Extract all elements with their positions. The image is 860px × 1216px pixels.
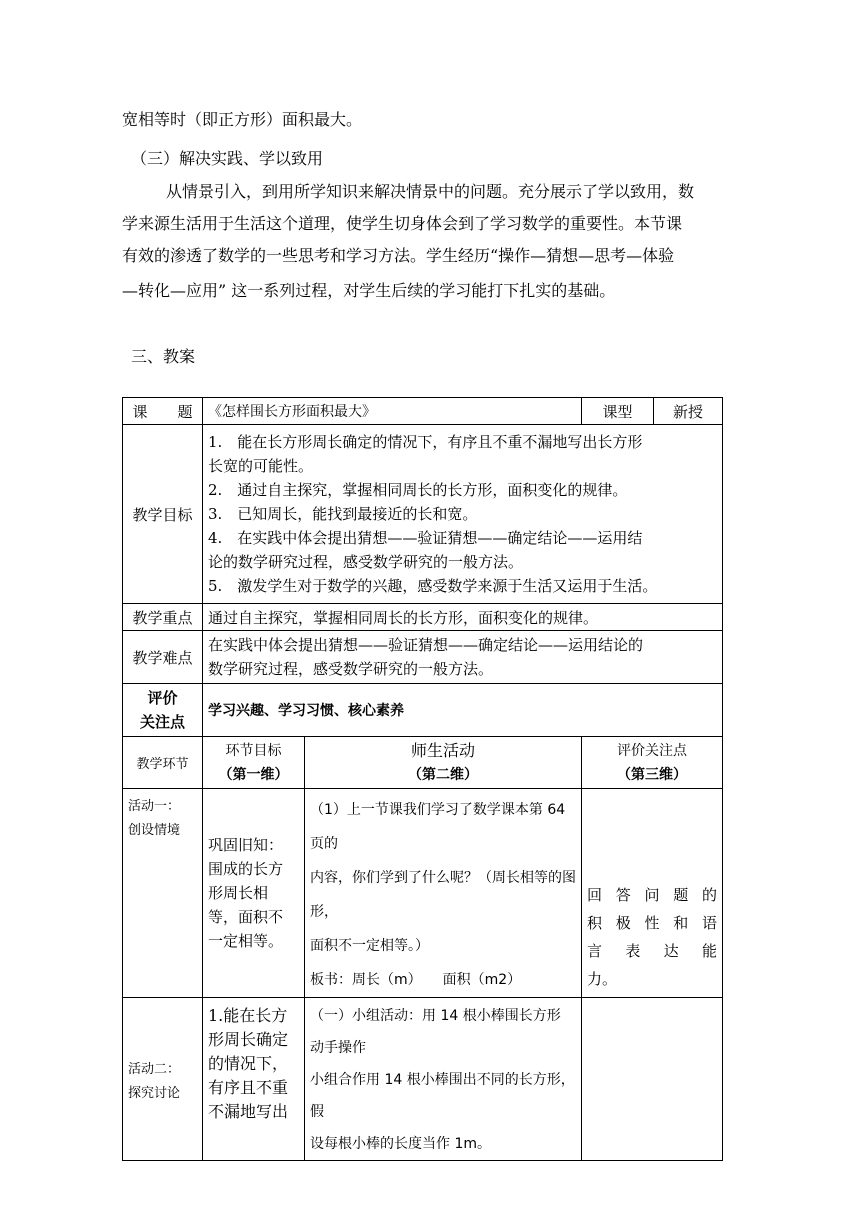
body-line: 有效的渗透了数学的一些思考和学习方法。学生经历“操作—猜想—思考—体验: [122, 246, 675, 265]
goal-line: 3. 已知周长，能找到最接近的长和宽。: [208, 505, 478, 523]
focus-label: 教学重点: [123, 604, 203, 631]
eval-label-line: 关注点: [139, 713, 185, 731]
topic-row: [123, 398, 723, 425]
eval-text-line: 力。: [587, 970, 618, 988]
content-line: 内容，你们学到了什么呢？（周长相等的图形，: [310, 870, 576, 920]
goal-text-line: 有序且不重: [208, 1078, 289, 1097]
header-goal: [203, 737, 305, 789]
stage-line: 创设情境: [128, 823, 181, 838]
intro-line: 宽相等时（即正方形）面积最大。: [122, 110, 363, 129]
goal-line: 1. 能在长方形周长确定的情况下，有序且不重不漏地写出长方形: [208, 433, 643, 451]
header-goal-dim: （第一维）: [218, 766, 289, 783]
content-line: 动手操作: [310, 1040, 366, 1056]
content-line: 设每根小棒的长度当作 1m。: [310, 1136, 491, 1152]
eval-value: 学习兴趣、学习习惯、核心素养: [203, 684, 723, 737]
activity2-goal: [203, 998, 305, 1161]
type-label: 课型: [582, 398, 654, 425]
topic-label: 课 题: [123, 398, 203, 425]
eval-text-line: 回答问题的: [587, 886, 717, 904]
content-line: 面积不一定相等。）: [310, 938, 429, 954]
activity2-content: [305, 998, 582, 1161]
header-row: [123, 737, 723, 789]
goal-text-line: 等，面积不: [208, 908, 284, 926]
difficulty-cell: [203, 631, 723, 684]
eval-text-line: 言 表 达 能: [587, 942, 717, 960]
goal-text-line: 围成的长方: [208, 860, 284, 878]
stage-line: 活动一：: [128, 799, 181, 814]
goal-text-line: 形周长相: [208, 884, 269, 902]
goals-cell: [203, 425, 723, 604]
goal-line: 2. 通过自主探究，掌握相同周长的长方形，面积变化的规律。: [208, 481, 628, 499]
header-goal-title: 环节目标: [225, 742, 282, 759]
content-line: 小组合作用 14 根小棒围出不同的长方形，假: [310, 1072, 575, 1120]
stage-line: 探究讨论: [128, 1086, 181, 1101]
goals-row: [123, 425, 723, 604]
difficulty-line: 数学研究过程，感受数学研究的一般方法。: [208, 660, 494, 678]
goal-line: 4. 在实践中体会提出猜想——验证猜想——确定结论——运用结: [208, 529, 643, 547]
header-activity: [305, 737, 582, 789]
goal-text-line: 不漏地写出: [208, 1102, 289, 1121]
goal-text-line: 一定相等。: [208, 932, 284, 950]
activity2-stage: [123, 998, 203, 1161]
content-line: 板书：周长（m） 面积（m2）: [310, 972, 522, 988]
header-eval: [582, 737, 723, 789]
goal-line: 长宽的可能性。: [208, 457, 314, 475]
goal-text-line: 巩固旧知：: [208, 836, 284, 854]
section-heading: （三）解决实践、学以致用: [131, 149, 324, 168]
body-line: 学来源生活用于生活这个道理，使学生切身体会到了学习数学的重要性。本节课: [122, 214, 683, 233]
eval-text-line: 积极性和语: [587, 914, 717, 932]
header-stage: 教学环节: [123, 737, 203, 789]
eval-label-line: 评价: [147, 689, 178, 707]
section-title: 三、教案: [131, 347, 196, 366]
activity1-eval: [582, 789, 723, 998]
lesson-plan-table: [122, 397, 723, 1161]
body-line: —转化—应用” 这一系列过程，对学生后续的学习能打下扎实的基础。: [122, 281, 616, 300]
activity1-row: [123, 789, 723, 998]
activity1-goal: [203, 789, 305, 998]
activity1-content: [305, 789, 582, 998]
stage-line: 活动二：: [128, 1062, 181, 1077]
goals-label: 教学目标: [123, 425, 203, 604]
content-line: （1）上一节课我们学习了数学课本第 64 页的: [310, 802, 566, 852]
goal-text-line: 形周长确定: [208, 1030, 289, 1049]
goal-text-line: 1.能在长方: [208, 1006, 288, 1025]
activity2-row: [123, 998, 723, 1161]
focus-value: 通过自主探究，掌握相同周长的长方形，面积变化的规律。: [203, 604, 723, 631]
eval-label: [123, 684, 203, 737]
focus-row: [123, 604, 723, 631]
activity2-eval: [582, 998, 723, 1161]
eval-row: [123, 684, 723, 737]
header-eval-title: 评价关注点: [617, 742, 687, 759]
goal-line: 论的数学研究过程，感受数学研究的一般方法。: [208, 553, 524, 571]
goal-line: 5. 激发学生对于数学的兴趣，感受数学来源于生活又运用于生活。: [208, 577, 658, 595]
header-eval-dim: （第三维）: [617, 766, 687, 783]
content-line: （一）小组活动：用 14 根小棒围长方形: [310, 1008, 561, 1024]
difficulty-line: 在实践中体会提出猜想——验证猜想——确定结论——运用结论的: [208, 636, 644, 654]
header-activity-dim: （第二维）: [408, 766, 478, 783]
difficulty-row: [123, 631, 723, 684]
type-value: 新授: [654, 398, 723, 425]
header-activity-title: 师生活动: [410, 740, 475, 760]
goal-text-line: 的情况下，: [208, 1054, 289, 1073]
activity1-stage: [123, 789, 203, 998]
body-line: 从情景引入，到用所学知识来解决情景中的问题。充分展示了学以致用，数: [166, 182, 695, 201]
topic-value: 《怎样围长方形面积最大》: [203, 398, 582, 425]
difficulty-label: 教学难点: [123, 631, 203, 684]
